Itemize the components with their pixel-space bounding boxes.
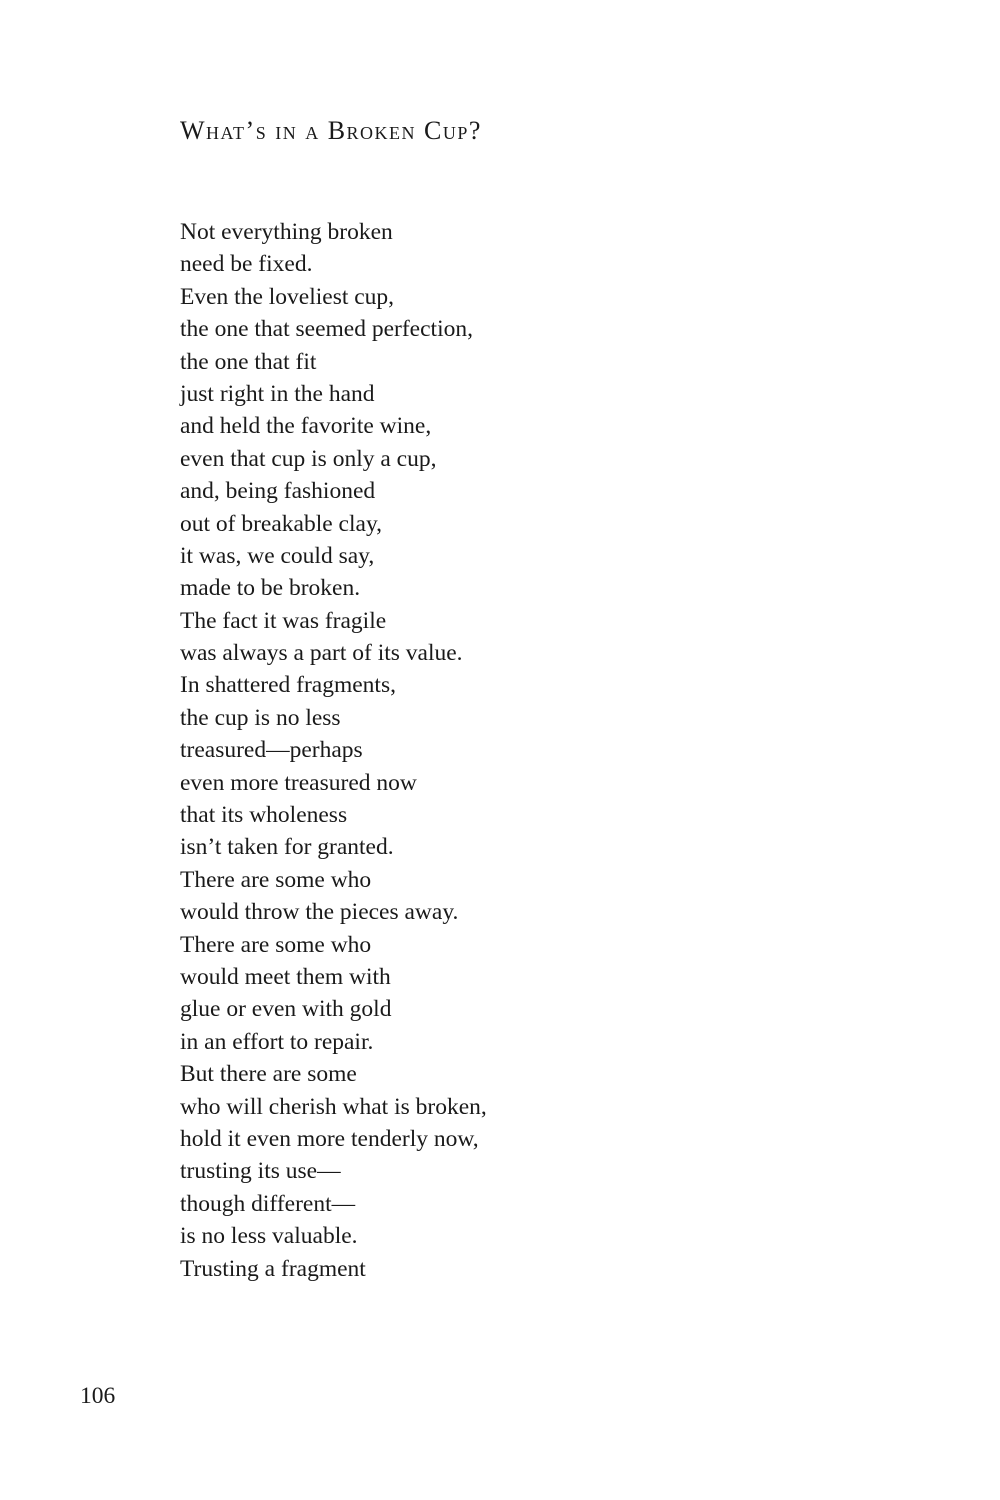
poem-line: In shattered fragments, xyxy=(180,672,396,699)
poem-line: out of breakable clay, xyxy=(180,510,383,537)
poem-line: and, being fashioned xyxy=(180,478,376,505)
poem-line: Even the loveliest cup, xyxy=(180,283,395,310)
poem-line: But there are some xyxy=(180,1061,357,1088)
poem-line: Not everything broken xyxy=(180,219,393,245)
poem-line: made to be broken. xyxy=(180,575,361,602)
poem-line: would meet them with xyxy=(180,963,391,990)
poem-line: it was, we could say, xyxy=(180,542,375,569)
poem-line: need be fixed. xyxy=(180,251,313,278)
poem-line: was always a part of its value. xyxy=(180,640,463,667)
poem-line: would throw the pieces away. xyxy=(180,899,459,926)
poem-line: the cup is no less xyxy=(180,704,341,731)
poem-line: that its wholeness xyxy=(180,802,348,829)
poem-line: isn’t taken for granted. xyxy=(180,834,394,861)
poem-line: There are some who xyxy=(180,931,372,958)
poem-line: and held the favorite wine, xyxy=(180,413,432,440)
poem-line: is no less valuable. xyxy=(180,1223,358,1250)
poem-line: just right in the hand xyxy=(180,380,375,407)
poem-line: treasured—perhaps xyxy=(180,737,363,764)
page-number: 106 xyxy=(80,1383,116,1409)
poem-line: though different— xyxy=(180,1190,356,1217)
page-title: What’s in a Broken Cup? xyxy=(180,116,482,145)
poem-line: There are some who xyxy=(180,866,372,893)
poem-body xyxy=(180,216,487,1285)
poem-line: the one that fit xyxy=(180,348,317,375)
poem-line: Trusting a fragment xyxy=(180,1255,366,1282)
poem-line: in an effort to repair. xyxy=(180,1028,374,1055)
poem-line: who will cherish what is broken, xyxy=(180,1093,487,1120)
poem-line: the one that seemed perfection, xyxy=(180,316,473,343)
poem-line: hold it even more tenderly now, xyxy=(180,1125,479,1152)
poem-line: even that cup is only a cup, xyxy=(180,445,437,472)
poem-line: glue or even with gold xyxy=(180,996,392,1023)
poem-line: even more treasured now xyxy=(180,769,417,796)
poem-line: The fact it was fragile xyxy=(180,607,387,634)
poem-line: trusting its use— xyxy=(180,1158,341,1185)
